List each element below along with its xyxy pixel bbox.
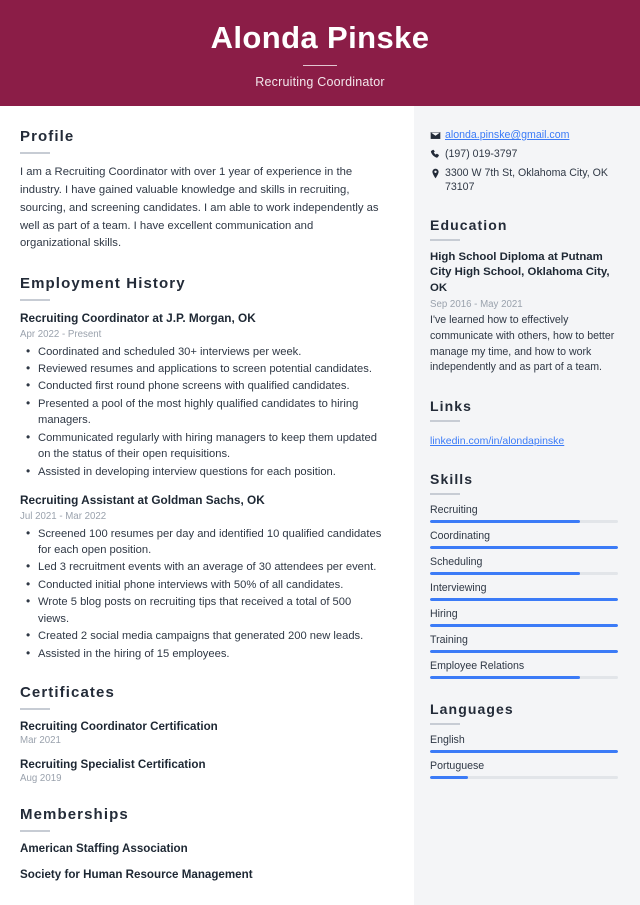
skill-bar-track [430,676,618,679]
links-heading: Links [430,398,473,415]
language-item [430,760,618,779]
profile-rule [20,152,50,154]
resume-header [0,0,640,106]
main-column [0,106,414,905]
job-entry [20,311,384,480]
sidebar-column [414,106,640,905]
education-title: High School Diploma at Putnam City High School, Oklahoma City, OK [430,251,610,294]
header-divider [303,65,337,66]
languages-heading: Languages [430,701,514,718]
language-label: Portuguese [430,760,485,773]
job-bullet: • Wrote 5 blog posts on recruiting tips that received a total of 500 views. [20,594,384,627]
memberships-heading: Memberships [20,806,129,824]
job-bullet: • Assisted in the hiring of 15 employees. [20,646,384,662]
language-item [430,734,618,753]
skill-item [430,608,618,627]
language-label: English [430,734,465,747]
contact-email[interactable]: alonda.pinske@gmail.com [445,129,570,141]
job-entry [20,493,384,662]
job-bullet: • Communicated regularly with hiring managers to keep them updated on the status of their open requisitions. [20,430,384,463]
section-education [430,217,618,376]
employment-rule [20,299,50,301]
certificate-date: Mar 2021 [20,735,61,747]
language-bar-fill [430,750,618,753]
skill-label: Scheduling [430,556,483,569]
education-date: Sep 2016 - May 2021 [430,298,523,310]
phone-icon [430,147,445,160]
skill-label: Coordinating [430,530,491,543]
section-languages [430,701,618,779]
language-bar-fill [430,776,468,779]
resume-body [0,106,640,905]
contact-list [430,128,618,195]
skill-bar-fill [430,520,580,523]
section-employment-history [20,275,384,662]
skill-bar-track [430,650,618,653]
skill-label: Training [430,634,468,647]
certificate-entry [20,758,384,784]
skill-bar-fill [430,546,618,549]
contact-row-address [430,166,618,196]
job-title: Recruiting Assistant at Goldman Sachs, OK [20,493,265,508]
certificates-heading: Certificates [20,684,115,702]
skill-bar-fill [430,572,580,575]
skill-item [430,582,618,601]
candidate-job-title: Recruiting Coordinator [255,74,385,89]
education-rule [430,239,460,241]
skill-label: Hiring [430,608,458,621]
skill-label: Interviewing [430,582,487,595]
contact-address: 3300 W 7th St, Oklahoma City, OK 73107 [445,166,608,194]
skill-item [430,660,618,679]
skill-item [430,556,618,575]
language-bar-track [430,750,618,753]
skill-bar-track [430,520,618,523]
skills-rule [430,493,460,495]
contact-row-email [430,128,618,143]
job-bullet: • Conducted initial phone interviews with 50% of all candidates. [20,577,384,593]
section-links [430,398,618,449]
job-title: Recruiting Coordinator at J.P. Morgan, OK [20,311,256,326]
envelope-icon [430,128,445,141]
job-bullet: • Reviewed resumes and applications to screen potential candidates. [20,361,384,377]
section-memberships [20,806,384,881]
skills-heading: Skills [430,471,474,488]
skill-bar-track [430,546,618,549]
education-description: I've learned how to effectively communicate with others, how to better manage my time, and how to work independently and as part of a team. [430,313,615,374]
skill-bar-fill [430,650,618,653]
job-bullet: • Presented a pool of the most highly qualified candidates to hiring managers. [20,396,384,429]
skill-bar-track [430,624,618,627]
education-heading: Education [430,217,508,234]
job-bullet: • Conducted first round phone screens with qualified candidates. [20,378,384,394]
job-bullet: • Assisted in developing interview questions for each position. [20,464,384,480]
job-bullet: • Created 2 social media campaigns that generated 200 new leads. [20,628,384,644]
skill-bar-fill [430,624,618,627]
job-bullet: • Led 3 recruitment events with an average of 30 attendees per event. [20,559,384,575]
memberships-rule [20,830,50,832]
certificate-date: Aug 2019 [20,773,62,785]
job-bullets [20,344,384,481]
language-bar-track [430,776,618,779]
skill-label: Recruiting [430,504,478,517]
languages-rule [430,723,460,725]
candidate-name: Alonda Pinske [210,20,430,56]
section-certificates [20,684,384,784]
job-bullets [20,526,384,663]
section-skills [430,471,618,679]
contact-phone: (197) 019-3797 [445,147,518,160]
skill-item [430,530,618,549]
skill-bar-track [430,598,618,601]
contact-row-phone [430,147,618,162]
certificate-entry [20,720,384,746]
skill-bar-fill [430,598,618,601]
skill-bar-track [430,572,618,575]
link-linkedin[interactable]: linkedin.com/in/alondapinske [430,435,565,448]
employment-heading: Employment History [20,275,186,293]
job-date: Apr 2022 - Present [20,328,102,340]
job-date: Jul 2021 - Mar 2022 [20,510,107,522]
skill-item [430,634,618,653]
skill-item [430,504,618,523]
skill-bar-fill [430,676,580,679]
section-profile [20,128,384,253]
membership-item: American Staffing Association [20,842,188,856]
certificate-title: Recruiting Specialist Certification [20,758,206,772]
profile-heading: Profile [20,128,75,145]
certificate-title: Recruiting Coordinator Certification [20,720,218,734]
membership-item: Society for Human Resource Management [20,868,253,882]
job-bullet: • Screened 100 resumes per day and identified 10 qualified candidates for each open position. [20,526,384,559]
job-bullet: • Coordinated and scheduled 30+ interviews per week. [20,344,384,360]
profile-text: I am a Recruiting Coordinator with over 1 year of experience in the industry. I have gained valuable knowledge and skills in recruiting, sourcing, and screening candidates. I am able to work independently as well as part of a team. I have excellent communication and organizational skills. [20,166,379,250]
skill-label: Employee Relations [430,660,525,673]
links-rule [430,420,460,422]
location-pin-icon [430,166,445,179]
certificates-rule [20,708,50,710]
